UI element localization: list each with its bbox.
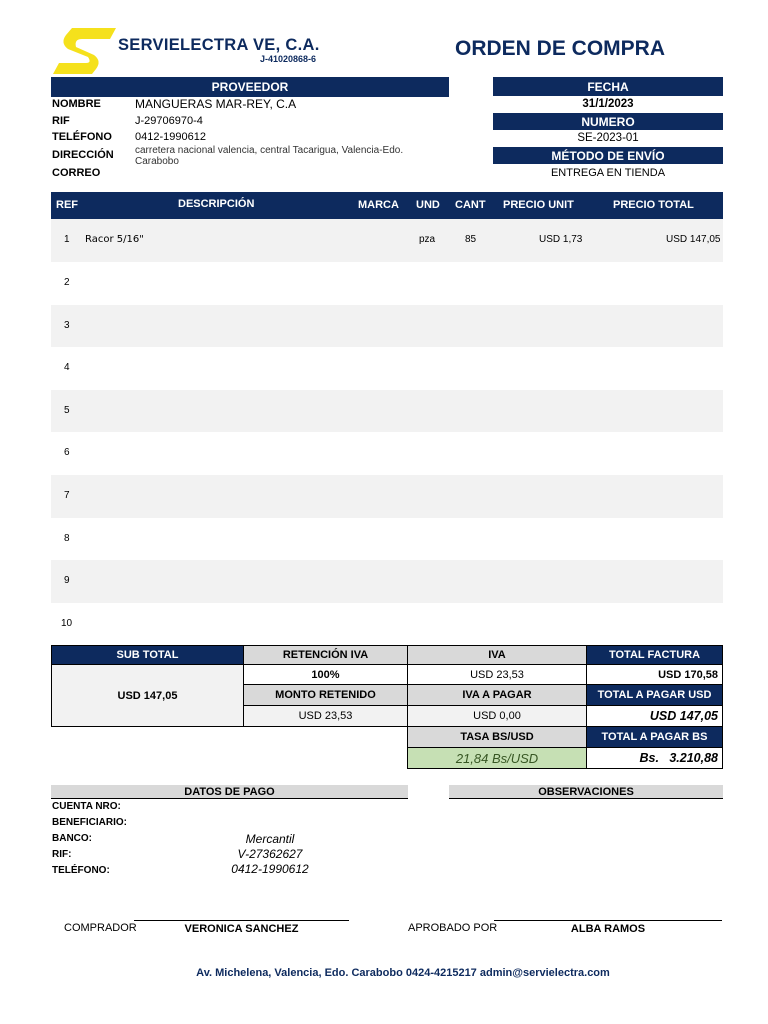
label-pago-rif: RIF: — [52, 849, 72, 860]
table-row — [51, 603, 723, 646]
company-name: SERVIELECTRA VE, C.A. — [118, 36, 320, 54]
numero-header: NUMERO — [493, 113, 723, 130]
col-precio-total: PRECIO TOTAL — [613, 199, 694, 211]
row-ref: 9 — [64, 575, 70, 587]
datos-pago-header: DATOS DE PAGO — [51, 785, 408, 799]
comprador-name: VERONICA SANCHEZ — [184, 923, 299, 935]
row-ref: 6 — [64, 447, 70, 459]
row-ref: 7 — [64, 490, 70, 501]
total-factura-value: USD 170,58 — [586, 664, 723, 685]
proveedor-telefono: 0412-1990612 — [135, 131, 206, 143]
proveedor-nombre: MANGUERAS MAR-REY, C.A — [135, 97, 297, 111]
row-ref: 1 — [64, 234, 70, 246]
row-ref: 2 — [64, 277, 70, 288]
label-beneficiario: BENEFICIARIO: — [52, 817, 127, 828]
iva-value: USD 23,53 — [407, 664, 587, 685]
row-ref: 5 — [64, 404, 70, 416]
total-usd-value: USD 147,05 — [586, 705, 723, 727]
table-row — [51, 305, 723, 348]
subtotal-header: SUB TOTAL — [51, 645, 244, 665]
footer-address: Av. Michelena, Valencia, Edo. Carabobo 0424-4215217 admin@servielectra.com — [196, 967, 610, 979]
aprobado-label: APROBADO POR — [408, 922, 498, 934]
iva-pagar-value: USD 0,00 — [407, 705, 587, 727]
label-telefono: TELÉFONO — [52, 131, 112, 143]
numero-value: SE-2023-01 — [577, 132, 639, 144]
table-row — [51, 475, 723, 518]
total-factura-header: TOTAL FACTURA — [586, 645, 723, 665]
row-cant: 85 — [465, 234, 477, 246]
subtotal-value: USD 147,05 — [51, 664, 244, 727]
col-und: UND — [416, 199, 440, 211]
row-ref: 10 — [61, 617, 73, 629]
total-bs-value: Bs. 3.210,88 — [586, 747, 723, 769]
pago-banco: Mercantil — [245, 832, 295, 846]
iva-pagar-header: IVA A PAGAR — [407, 684, 587, 706]
label-banco: BANCO: — [52, 833, 92, 844]
label-rif: RIF — [52, 115, 70, 127]
table-row — [51, 432, 723, 475]
label-nombre: NOMBRE — [52, 98, 101, 110]
tasa-value: 21,84 Bs/USD — [407, 747, 587, 769]
table-row — [51, 560, 723, 603]
logo-s-icon — [52, 27, 118, 75]
monto-retenido-header: MONTO RETENIDO — [243, 684, 408, 706]
observaciones-header: OBSERVACIONES — [449, 785, 723, 799]
row-precio-total: USD 147,05 — [666, 234, 721, 246]
retencion-pct: 100% — [243, 664, 408, 685]
row-ref: 8 — [64, 532, 70, 544]
row-und: pza — [419, 234, 436, 246]
label-correo: CORREO — [52, 167, 101, 179]
comprador-label: COMPRADOR — [64, 922, 137, 934]
row-descripcion: Racor 5/16" — [85, 234, 144, 246]
company-logo — [52, 27, 118, 75]
iva-header: IVA — [407, 645, 587, 665]
label-pago-telefono: TELÉFONO: — [52, 865, 110, 876]
total-usd-header: TOTAL A PAGAR USD — [586, 684, 723, 706]
row-precio-unit: USD 1,73 — [539, 234, 583, 246]
retencion-header: RETENCIÓN IVA — [243, 645, 408, 665]
document-title: ORDEN DE COMPRA — [455, 37, 666, 60]
monto-retenido-value: USD 23,53 — [243, 705, 408, 727]
proveedor-rif: J-29706970-4 — [135, 115, 203, 127]
fecha-header: FECHA — [493, 77, 723, 96]
row-ref: 4 — [64, 362, 70, 374]
table-row — [51, 390, 723, 433]
fecha-value: 31/1/2023 — [582, 98, 634, 110]
col-descripcion: DESCRIPCIÓN — [178, 198, 255, 210]
col-cant: CANT — [455, 199, 486, 211]
table-row — [51, 262, 723, 305]
company-rif: J-41020868-6 — [260, 54, 317, 64]
tasa-header: TASA BS/USD — [407, 726, 587, 748]
proveedor-direccion: carretera nacional valencia, central Tacarigua, Valencia-Edo. Carabobo — [135, 145, 404, 165]
table-row — [51, 518, 723, 561]
col-marca: MARCA — [358, 199, 399, 211]
pago-rif: V-27362627 — [237, 847, 303, 861]
col-ref: REF — [56, 199, 78, 211]
total-bs-header: TOTAL A PAGAR BS — [586, 726, 723, 748]
table-row — [51, 219, 723, 262]
col-precio-unit: PRECIO UNIT — [503, 199, 574, 211]
envio-header: MÉTODO DE ENVÍO — [493, 147, 723, 164]
proveedor-direccion-box — [135, 145, 447, 165]
aprobado-name: ALBA RAMOS — [570, 923, 646, 935]
pago-telefono: 0412-1990612 — [231, 862, 309, 876]
label-direccion: DIRECCIÓN — [52, 149, 114, 161]
label-cuenta: CUENTA NRO: — [52, 801, 121, 812]
envio-value: ENTREGA EN TIENDA — [550, 166, 666, 179]
aprobado-line — [494, 920, 722, 921]
table-row — [51, 347, 723, 390]
comprador-line — [134, 920, 349, 921]
row-ref: 3 — [64, 319, 70, 331]
proveedor-header: PROVEEDOR — [51, 77, 449, 97]
items-table-header — [51, 192, 723, 219]
